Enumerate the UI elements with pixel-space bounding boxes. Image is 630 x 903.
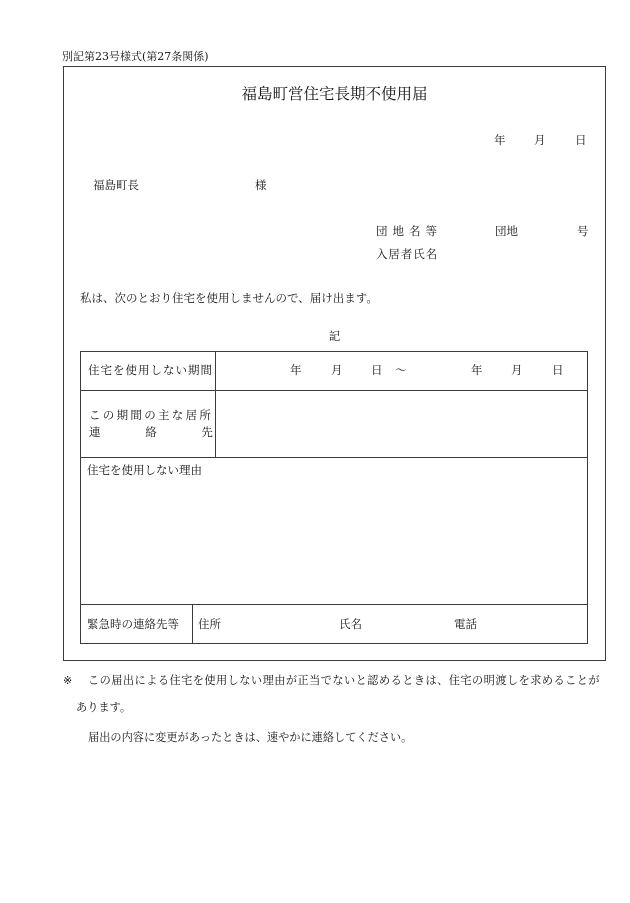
housing-complex-unit: 団地 bbox=[495, 224, 518, 238]
record-heading: 記 bbox=[328, 329, 341, 343]
note-text-line: この届出による住宅を使用しない理由が正当でないと認めるときは、住宅の明渡しを求めることが bbox=[88, 674, 601, 687]
emergency-contact-label: 緊急時の連絡先等 bbox=[87, 617, 179, 631]
period-to-month-label: 月 bbox=[511, 363, 523, 377]
form-number: 別記第23号様式(第27条関係) bbox=[62, 50, 209, 63]
period-to-day-label: 日 bbox=[552, 363, 564, 377]
addressee-honorific: 様 bbox=[255, 178, 267, 192]
note-text-line: 届出の内容に変更があったときは、速やかに連絡してください。 bbox=[88, 731, 413, 744]
period-to-year-label: 年 bbox=[471, 363, 483, 377]
addressee-name: 福島町長 bbox=[93, 178, 139, 192]
note-text-line: あります。 bbox=[76, 701, 132, 714]
period-separator: ～ bbox=[395, 363, 407, 377]
form-frame bbox=[63, 66, 606, 661]
date-day-label: 日 bbox=[575, 133, 587, 147]
table-column-divider bbox=[192, 604, 193, 643]
tenant-name-label: 入居者氏名 bbox=[376, 247, 438, 261]
table-column-divider bbox=[215, 352, 216, 457]
emergency-name-label: 氏名 bbox=[339, 617, 362, 631]
reason-label: 住宅を使用しない理由 bbox=[87, 463, 202, 477]
period-from-year-label: 年 bbox=[290, 363, 302, 377]
residence-label: この期間の主な居所 bbox=[89, 408, 214, 422]
table-row-divider bbox=[81, 457, 587, 458]
detail-table bbox=[80, 351, 588, 644]
table-row-divider bbox=[81, 604, 587, 605]
date-month-label: 月 bbox=[534, 133, 546, 147]
period-label: 住宅を使用しない期間 bbox=[88, 363, 213, 377]
form-title: 福島町営住宅長期不使用届 bbox=[241, 85, 428, 103]
period-from-day-label: 日 bbox=[371, 363, 383, 377]
note-mark: ※ bbox=[63, 674, 73, 687]
contact-label: 連絡先 bbox=[89, 425, 258, 439]
period-from-month-label: 月 bbox=[331, 363, 343, 377]
emergency-phone-label: 電話 bbox=[454, 617, 477, 631]
housing-number-unit: 号 bbox=[577, 224, 589, 238]
table-row-divider bbox=[81, 390, 587, 391]
emergency-address-label: 住所 bbox=[198, 617, 221, 631]
housing-complex-label: 団地名等 bbox=[376, 224, 442, 238]
date-year-label: 年 bbox=[494, 133, 506, 147]
declaration-statement: 私は、次のとおり住宅を使用しませんので、届け出ます。 bbox=[80, 291, 378, 305]
